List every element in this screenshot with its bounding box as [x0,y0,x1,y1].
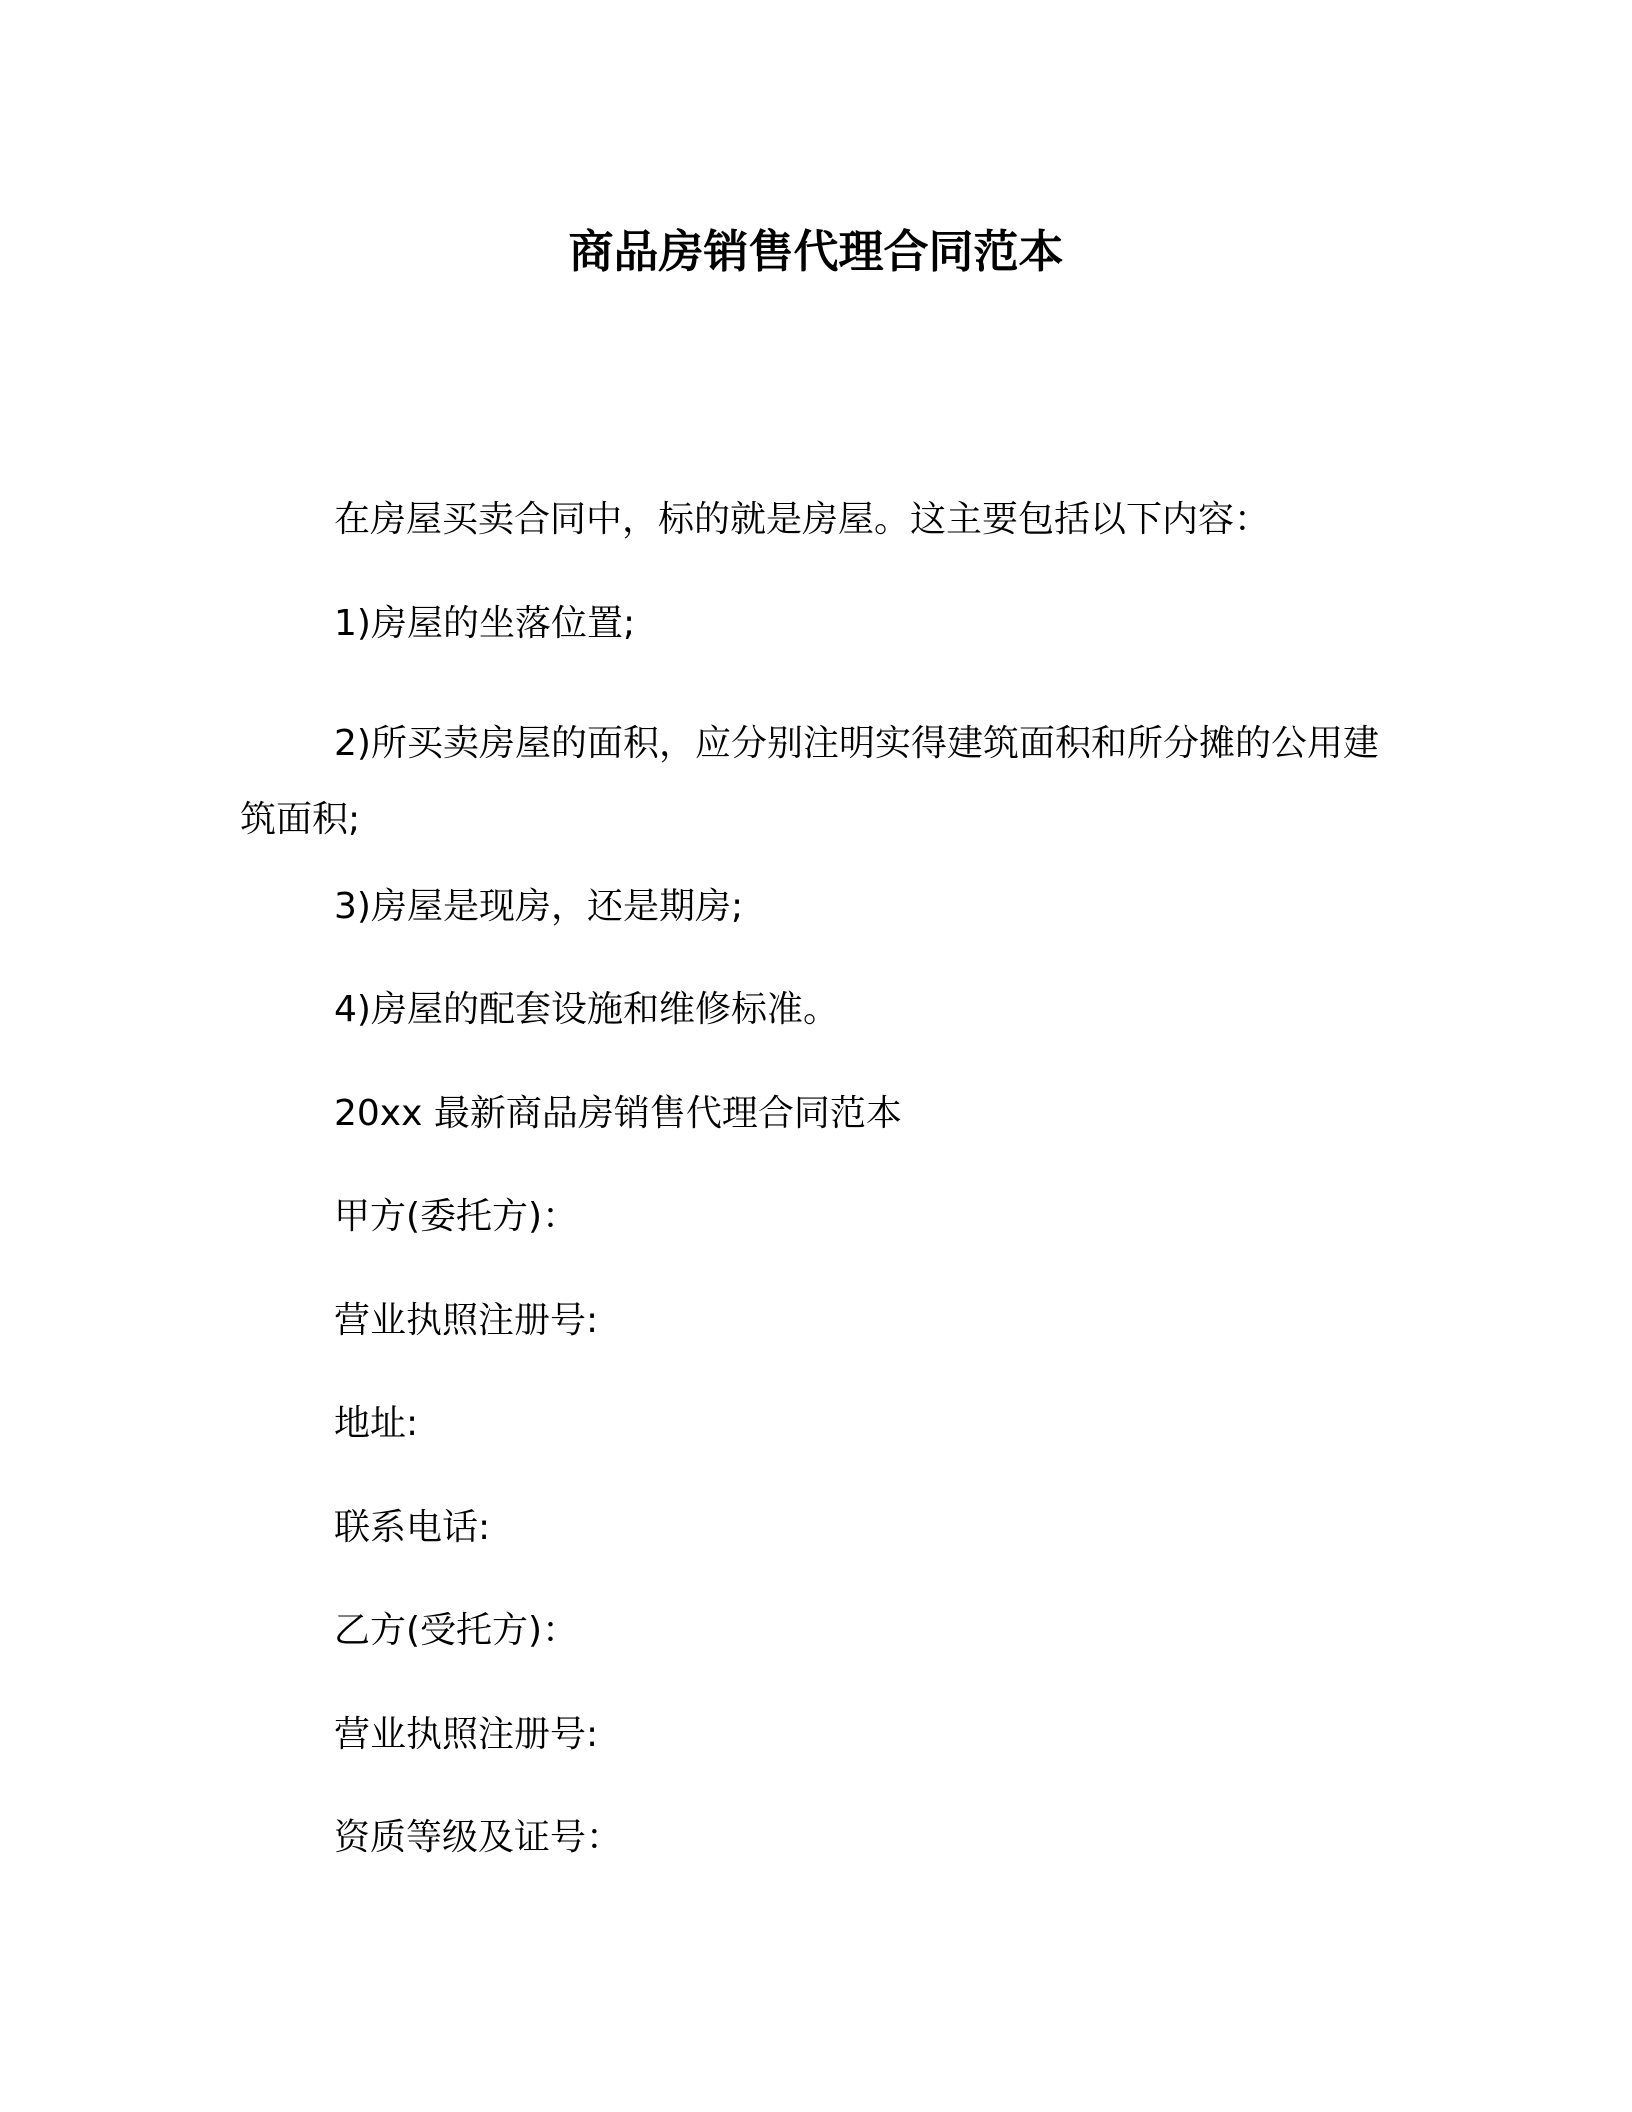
paragraph-item-4: 4)房屋的配套设施和维修标准。 [334,989,839,1030]
party-a-phone-label: 联系电话: [334,1507,491,1548]
party-b-qualification-label: 资质等级及证号： [334,1817,623,1858]
party-b-license-label: 营业执照注册号: [334,1714,599,1755]
party-a-license-label: 营业执照注册号: [334,1300,599,1341]
paragraph-item-1: 1)房屋的坐落位置; [334,603,636,644]
document-title: 商品房销售代理合同范本 [568,225,1064,278]
party-a-label: 甲方(委托方)： [334,1196,579,1237]
contract-subtitle: 20xx 最新商品房销售代理合同范本 [334,1093,902,1134]
party-a-address-label: 地址: [334,1403,419,1444]
party-b-label: 乙方(受托方)： [334,1610,579,1651]
paragraph-intro: 在房屋买卖合同中，标的就是房屋。这主要包括以下内容： [334,499,1271,540]
paragraph-item-2: 2)所买卖房屋的面积，应分别注明实得建筑面积和所分摊的公用建筑面积; [240,723,1379,840]
paragraph-item-3: 3)房屋是现房，还是期房; [334,886,744,927]
